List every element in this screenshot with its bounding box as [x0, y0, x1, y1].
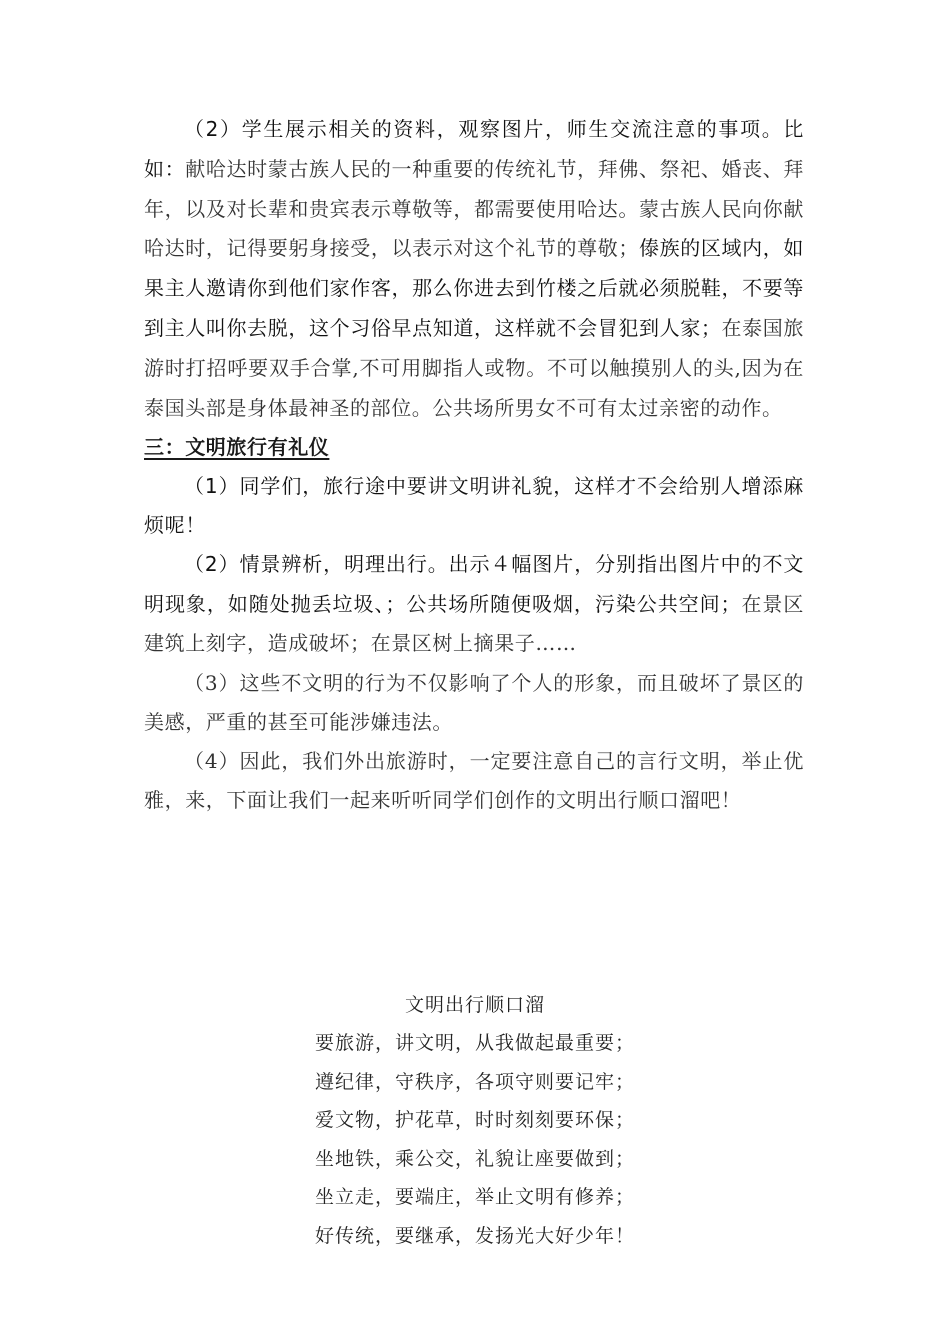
paragraph-3: （3）这些不文明的行为不仅影响了个人的形象，而且破坏了景区的美感，严重的甚至可能涉嫌违法。 [144, 671, 804, 734]
poem-title: 文明出行顺口溜 [404, 994, 545, 1016]
poem-line: 好传统，要继承，发扬光大好少年！ [314, 1224, 635, 1247]
customs-lead: （2）学生展示相关的资料，观察图片，师生交流注意的事项。比如： [144, 117, 804, 181]
paragraph-2-rest: 在景区建筑上刻字，造成破坏；在景区树上摘果子…… [144, 591, 804, 656]
poem [0, 986, 950, 1256]
customs-thailand: 在泰国旅游时打招呼要双手合掌,不可用脚指人或物。不可以触摸别人的头,因为在泰国头部是身体最神圣的部位。公共场所男女不可有太过亲密的动作。 [144, 315, 804, 420]
document-body [144, 110, 804, 819]
poem-line: 坐地铁，乘公交，礼貌让座要做到； [314, 1147, 635, 1170]
poem-line: 坐立走，要端庄，举止文明有修养； [314, 1186, 635, 1209]
paragraph-4: （4）因此，我们外出旅游时，一定要注意自己的言行文明，举止优雅，来，下面让我们一起来听听同学们创作的文明出行顺口溜吧！ [144, 748, 804, 812]
paragraph-2-lead: （2）情景辨析，明理出行。出示４幅图片，分别指出图片中的不文明现象，如随处抛丢垃圾、；公共场所随便吸烟，污染公共空间； [144, 551, 804, 616]
paragraph-customs [144, 110, 804, 428]
section-heading: 三：文明旅行有礼仪 [144, 435, 330, 460]
paragraph-2 [144, 545, 804, 664]
poem-line: 爱文物，护花草，时时刻刻要环保； [314, 1109, 635, 1132]
poem-line: 遵纪律，守秩序，各项守则要记牢； [314, 1070, 635, 1093]
paragraph-1: （1）同学们，旅行途中要讲文明讲礼貌，这样才不会给别人增添麻烦呢！ [144, 474, 804, 537]
poem-line: 要旅游，讲文明，从我做起最重要； [314, 1032, 635, 1054]
customs-mongol: 献哈达时蒙古族人民的一种重要的传统礼节，拜佛、祭祀、婚丧、拜年，以及对长辈和贵宾表示尊敬等，都需要使用哈达。蒙古族人民向你献哈达时，记得要躬身接受，以表示对这个礼节的尊敬； [144, 156, 805, 261]
customs-dai: 傣族的区域内，如果主人邀请你到他们家作客，那么你进去到竹楼之后就必须脱鞋，不要等到主人叫你去脱，这个习俗早点知道，这样就不会冒犯到人家； [144, 236, 804, 340]
